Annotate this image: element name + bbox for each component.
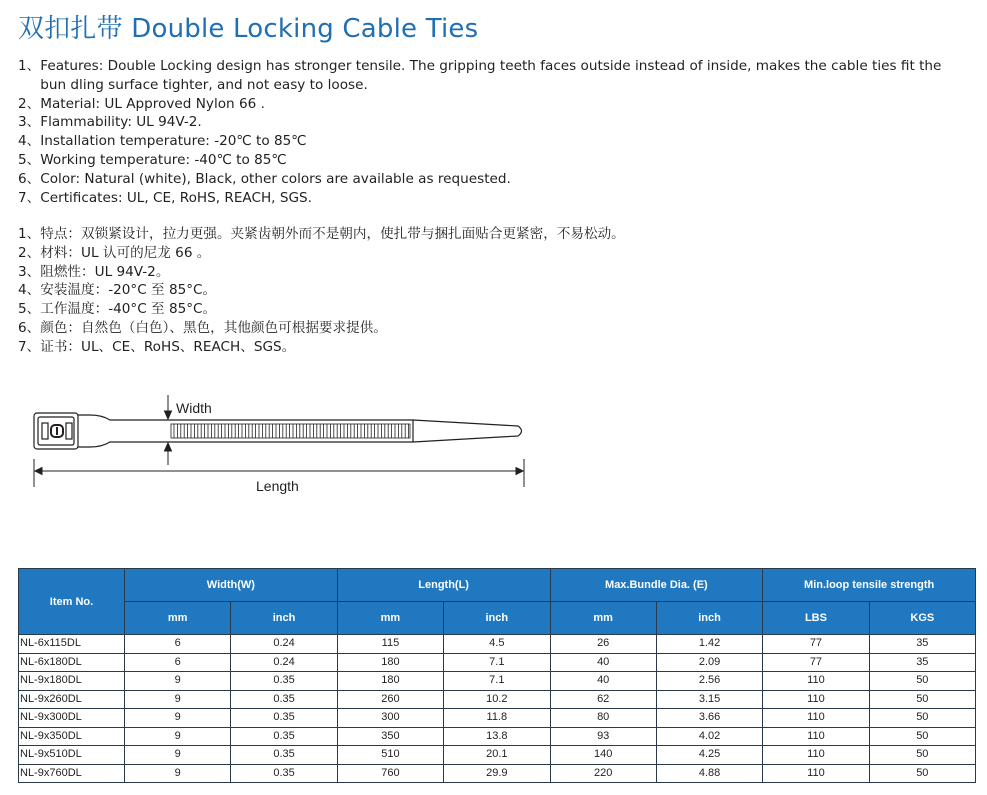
cable-tie-diagram [28, 393, 538, 498]
table-cell: 0.35 [231, 709, 337, 728]
table-cell: 1.42 [656, 635, 762, 654]
table-row [19, 635, 976, 654]
table-cell: 50 [869, 764, 975, 783]
table-row [19, 746, 976, 765]
features-list-en [18, 57, 953, 207]
feature-text: Working temperature: -40℃ to 85℃ [40, 151, 287, 168]
feature-text: Flammability: UL 94V-2. [40, 114, 202, 131]
width-arrow-bottom-icon [165, 443, 172, 451]
subheader-cell: inch [656, 602, 762, 635]
table-cell: 7.1 [444, 653, 550, 672]
table-row [19, 727, 976, 746]
feature-item [18, 319, 953, 338]
tie-neck-bottom [78, 442, 168, 447]
feature-text: 安装温度：-20°C 至 85°C。 [40, 282, 217, 299]
table-cell: 4.88 [656, 764, 762, 783]
feature-item [18, 132, 953, 151]
feature-text: 阻燃性：UL 94V-2。 [40, 263, 170, 280]
tie-teeth-track [171, 424, 410, 438]
table-cell: 220 [550, 764, 656, 783]
feature-item [18, 95, 953, 114]
table-cell: 110 [763, 672, 869, 691]
table-cell: 35 [869, 653, 975, 672]
feature-number: 2、 [18, 244, 41, 261]
table-cell: 10.2 [444, 690, 550, 709]
feature-number: 1、 [18, 58, 41, 74]
table-cell: 260 [337, 690, 443, 709]
feature-item [18, 57, 953, 95]
feature-text: 颜色：自然色（白色）、黑色，其他颜色可根据要求提供。 [40, 319, 387, 336]
header-width: Width(W) [125, 569, 338, 602]
subheader-cell: inch [231, 602, 337, 635]
table-subheader-row [19, 602, 976, 635]
table-cell: 93 [550, 727, 656, 746]
page-title: 双扣扎带 Double Locking Cable Ties [18, 14, 479, 44]
table-cell: 13.8 [444, 727, 550, 746]
table-cell: 350 [337, 727, 443, 746]
table-cell: 80 [550, 709, 656, 728]
table-row [19, 764, 976, 783]
feature-number: 1、 [18, 226, 41, 242]
table-cell: 6 [125, 653, 231, 672]
item-number-cell: NL-6x115DL [19, 635, 125, 654]
table-header-row [19, 569, 976, 602]
feature-item [18, 338, 953, 357]
length-arrow-right-icon [516, 468, 523, 475]
subheader-cell: inch [444, 602, 550, 635]
feature-item [18, 113, 953, 132]
header-max-bundle-dia: Max.Bundle Dia. (E) [550, 569, 763, 602]
table-cell: 77 [763, 653, 869, 672]
feature-text: 特点：双锁紧设计，拉力更强。夹紧齿朝外而不是朝内，使扎带与捆扎面贴合更紧密，不易松动。 [40, 226, 625, 242]
table-cell: 9 [125, 727, 231, 746]
table-row [19, 653, 976, 672]
table-cell: 11.8 [444, 709, 550, 728]
feature-text: Features: Double Locking design has stronger tensile. The gripping teeth faces outside instead of inside, makes the cable ties fit the bun dling surface tighter, and not easy to loose. [40, 58, 942, 93]
table-cell: 760 [337, 764, 443, 783]
feature-number: 3、 [18, 114, 41, 131]
table-cell: 110 [763, 746, 869, 765]
table-cell: 0.35 [231, 672, 337, 691]
table-cell: 0.35 [231, 746, 337, 765]
item-number-cell: NL-9x300DL [19, 709, 125, 728]
subheader-cell: mm [125, 602, 231, 635]
feature-text: Certificates: UL, CE, RoHS, REACH, SGS. [40, 189, 312, 206]
feature-item [18, 263, 953, 282]
table-cell: 50 [869, 672, 975, 691]
table-cell: 4.5 [444, 635, 550, 654]
table-row [19, 709, 976, 728]
table-cell: 9 [125, 672, 231, 691]
table-cell: 6 [125, 635, 231, 654]
feature-number: 7、 [18, 189, 41, 206]
subheader-cell: mm [337, 602, 443, 635]
header-length: Length(L) [337, 569, 550, 602]
tie-teeth [174, 424, 409, 438]
table-row [19, 672, 976, 691]
item-number-cell: NL-9x180DL [19, 672, 125, 691]
table-cell: 0.35 [231, 764, 337, 783]
header-item-no: Item No. [19, 569, 125, 635]
width-arrow-top-icon [165, 411, 172, 419]
feature-text: Installation temperature: -20℃ to 85℃ [40, 133, 307, 150]
table-cell: 0.35 [231, 727, 337, 746]
table-cell: 9 [125, 709, 231, 728]
table-cell: 2.56 [656, 672, 762, 691]
subheader-cell: mm [550, 602, 656, 635]
table-cell: 29.9 [444, 764, 550, 783]
subheader-cell: LBS [763, 602, 869, 635]
feature-text: Color: Natural (white), Black, other colors are available as requested. [40, 170, 511, 187]
feature-number: 4、 [18, 282, 41, 299]
table-cell: 0.35 [231, 690, 337, 709]
table-cell: 110 [763, 690, 869, 709]
feature-number: 6、 [18, 170, 41, 187]
table-cell: 26 [550, 635, 656, 654]
feature-item [18, 244, 953, 263]
item-number-cell: NL-9x510DL [19, 746, 125, 765]
feature-text: 材料：UL 认可的尼龙 66 。 [40, 244, 211, 261]
table-cell: 300 [337, 709, 443, 728]
feature-item [18, 170, 953, 189]
subheader-cell: KGS [869, 602, 975, 635]
table-cell: 115 [337, 635, 443, 654]
item-number-cell: NL-9x760DL [19, 764, 125, 783]
table-cell: 2.09 [656, 653, 762, 672]
length-arrow-left-icon [35, 468, 42, 475]
item-number-cell: NL-9x350DL [19, 727, 125, 746]
tie-neck-top [78, 415, 168, 420]
feature-number: 7、 [18, 338, 41, 355]
table-cell: 3.66 [656, 709, 762, 728]
table-cell: 77 [763, 635, 869, 654]
table-cell: 9 [125, 690, 231, 709]
table-cell: 9 [125, 746, 231, 765]
feature-item [18, 300, 953, 319]
table-cell: 180 [337, 672, 443, 691]
feature-number: 4、 [18, 133, 41, 150]
table-cell: 110 [763, 709, 869, 728]
table-cell: 62 [550, 690, 656, 709]
table-row [19, 690, 976, 709]
table-cell: 4.02 [656, 727, 762, 746]
table-cell: 4.25 [656, 746, 762, 765]
table-cell: 510 [337, 746, 443, 765]
table-cell: 3.15 [656, 690, 762, 709]
feature-item [18, 151, 953, 170]
length-label: Length [256, 478, 299, 494]
tie-tail [413, 420, 522, 442]
item-number-cell: NL-6x180DL [19, 653, 125, 672]
feature-text: 工作温度：-40°C 至 85°C。 [40, 301, 217, 318]
feature-number: 5、 [18, 151, 41, 168]
header-min-loop-tensile: Min.loop tensile strength [763, 569, 976, 602]
feature-text: 证书：UL、CE、RoHS、REACH、SGS。 [40, 338, 296, 355]
table-cell: 110 [763, 764, 869, 783]
table-body [19, 635, 976, 783]
feature-number: 5、 [18, 301, 41, 318]
feature-item [18, 225, 953, 244]
table-cell: 180 [337, 653, 443, 672]
table-cell: 40 [550, 653, 656, 672]
feature-number: 3、 [18, 263, 41, 280]
table-cell: 9 [125, 764, 231, 783]
features-list-cn [18, 225, 953, 357]
table-cell: 110 [763, 727, 869, 746]
feature-number: 2、 [18, 95, 41, 112]
table-cell: 35 [869, 635, 975, 654]
table-cell: 50 [869, 746, 975, 765]
table-cell: 40 [550, 672, 656, 691]
width-label: Width [176, 400, 212, 416]
table-cell: 50 [869, 709, 975, 728]
table-cell: 0.24 [231, 635, 337, 654]
feature-number: 6、 [18, 319, 41, 336]
feature-item [18, 189, 953, 208]
cable-tie-drawing [34, 413, 522, 449]
item-number-cell: NL-9x260DL [19, 690, 125, 709]
width-dimension [165, 395, 172, 465]
table-cell: 140 [550, 746, 656, 765]
table-cell: 20.1 [444, 746, 550, 765]
feature-text: Material: UL Approved Nylon 66 . [40, 95, 265, 112]
table-cell: 7.1 [444, 672, 550, 691]
specs-table [18, 568, 976, 783]
feature-item [18, 281, 953, 300]
table-cell: 50 [869, 690, 975, 709]
table-cell: 0.24 [231, 653, 337, 672]
table-cell: 50 [869, 727, 975, 746]
